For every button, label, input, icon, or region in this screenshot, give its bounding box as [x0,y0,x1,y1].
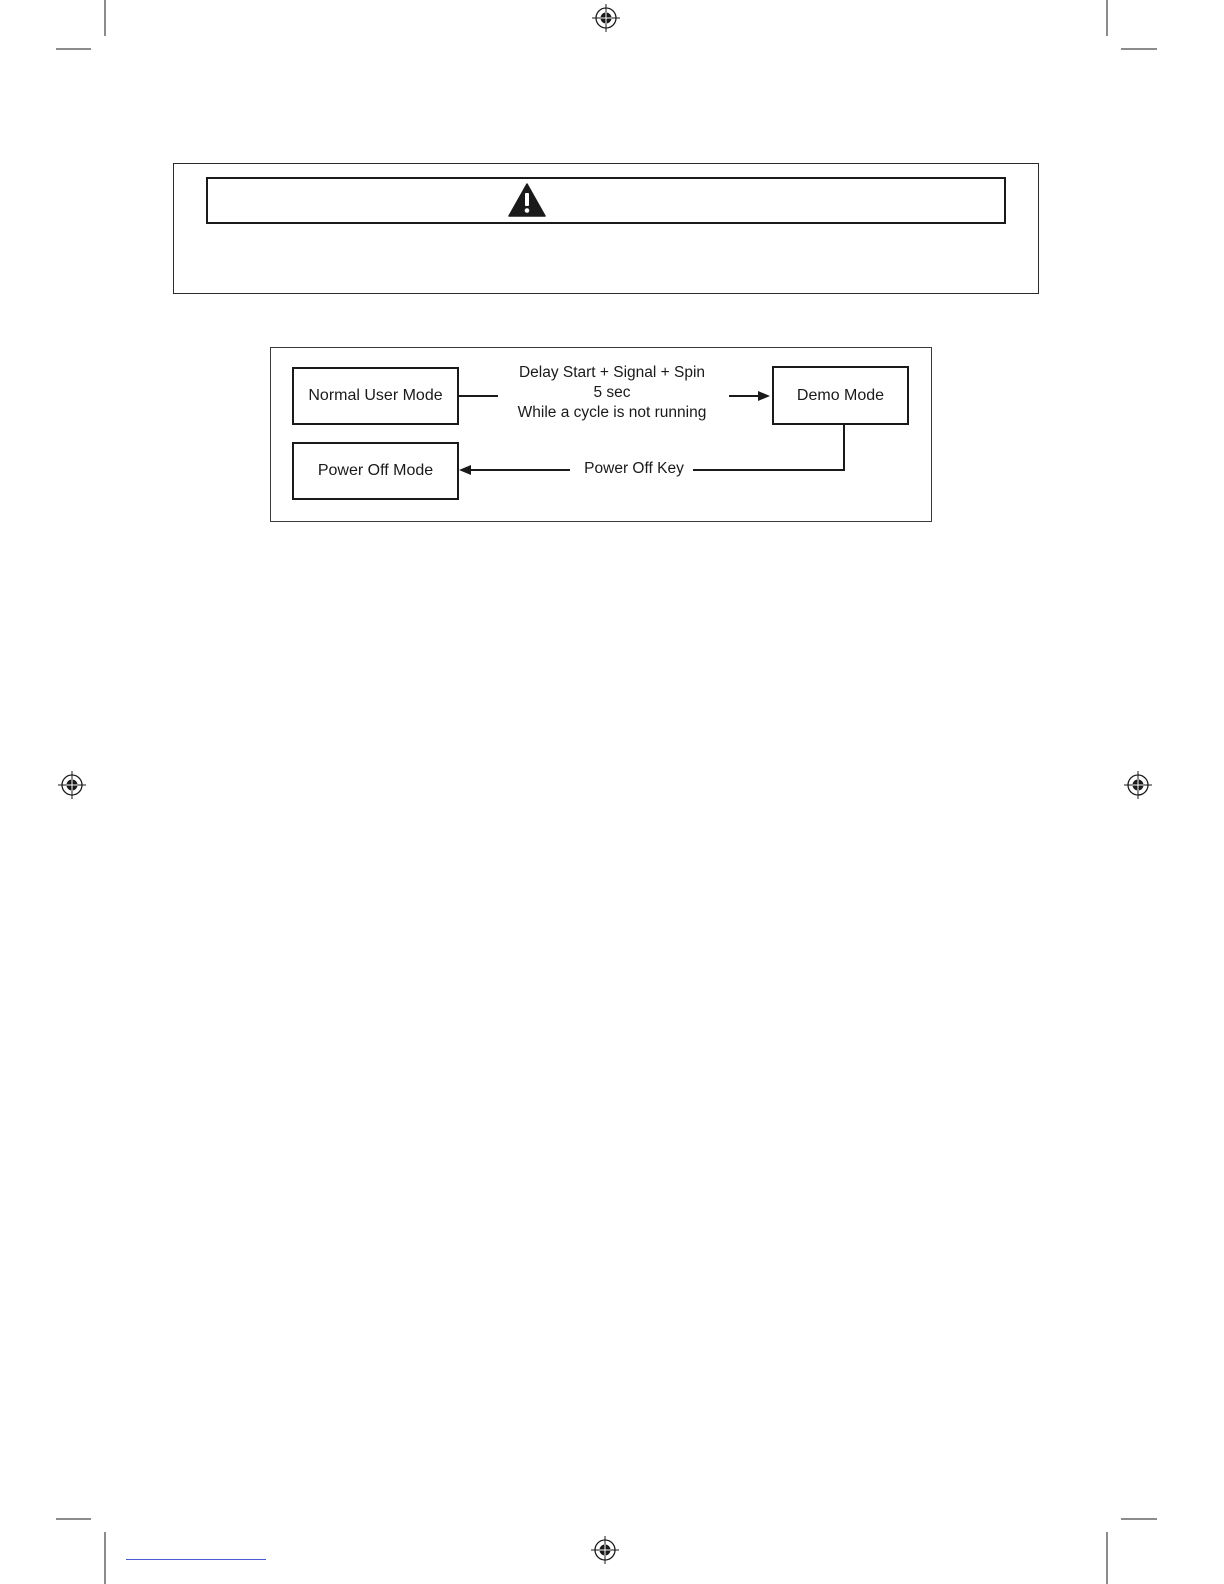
transition-condition: While a cycle is not running [517,404,707,421]
connector-demo-to-key-label [693,425,844,470]
footer-link-underline [126,1559,266,1560]
node-power-off-mode: Power Off Mode [292,442,459,500]
transition-keys: Delay Start + Signal + Spin [518,364,706,381]
node-normal-user-mode: Normal User Mode [292,367,459,425]
transition-label-to-demo [500,363,724,423]
node-demo-mode: Demo Mode [772,366,909,425]
transition-duration: 5 sec [593,384,631,401]
arrowhead-to-power-off [459,465,471,475]
transition-label-to-power-off: Power Off Key [584,460,684,477]
arrowhead-to-demo [758,391,770,401]
